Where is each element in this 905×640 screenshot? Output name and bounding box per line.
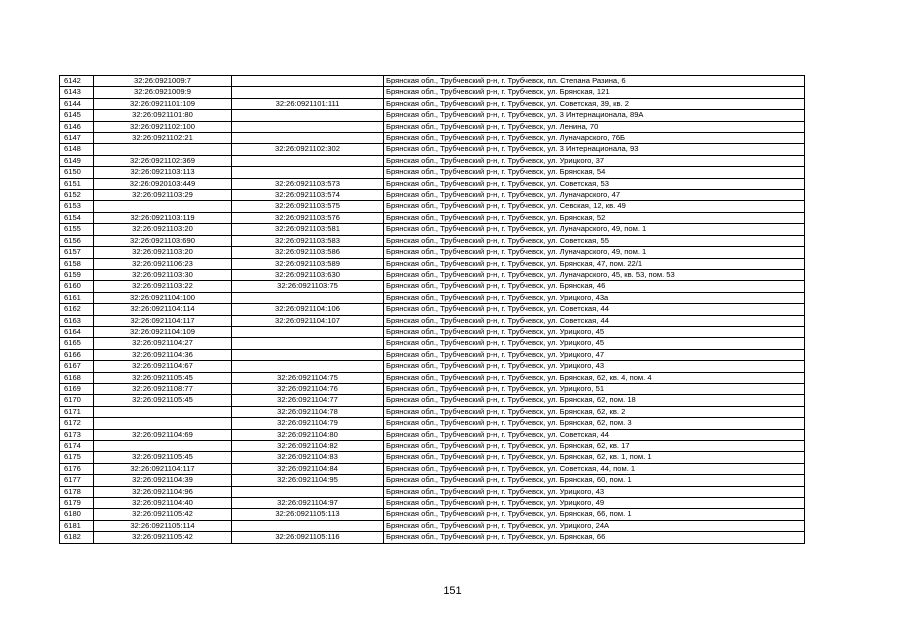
table-row (60, 475, 805, 486)
cadastral-number-cell: 32:26:0921104:109 (94, 326, 232, 337)
related-cadastral-number-cell: 32:26:0921103:630 (232, 269, 384, 280)
table-row (60, 338, 805, 349)
row-number-cell: 6166 (60, 349, 94, 360)
address-cell: Брянская обл., Трубчевский р-н, г. Трубчевск, ул. Севская, 12, кв. 49 (384, 201, 805, 212)
row-number-cell: 6180 (60, 509, 94, 520)
address-cell: Брянская обл., Трубчевский р-н, г. Трубчевск, ул. Урицкого, 43 (384, 361, 805, 372)
cadastral-number-cell: 32:26:0921009:7 (94, 76, 232, 87)
table-row (60, 269, 805, 280)
address-cell: Брянская обл., Трубчевский р-н, г. Трубчевск, пл. Степана Разина, 6 (384, 76, 805, 87)
cadastral-number-cell: 32:26:0921104:100 (94, 292, 232, 303)
related-cadastral-number-cell: 32:26:0921103:576 (232, 212, 384, 223)
cadastral-number-cell (94, 406, 232, 417)
cadastral-number-cell: 32:26:0921104:40 (94, 498, 232, 509)
table-row (60, 155, 805, 166)
address-cell: Брянская обл., Трубчевский р-н, г. Трубчевск, ул. 3 Интернационала, 93 (384, 144, 805, 155)
related-cadastral-number-cell: 32:26:0921104:84 (232, 463, 384, 474)
row-number-cell: 6173 (60, 429, 94, 440)
table-row (60, 133, 805, 144)
cadastral-number-cell (94, 201, 232, 212)
cadastral-number-cell: 32:26:0921101:109 (94, 98, 232, 109)
row-number-cell: 6175 (60, 452, 94, 463)
row-number-cell: 6153 (60, 201, 94, 212)
related-cadastral-number-cell: 32:26:0921104:107 (232, 315, 384, 326)
address-cell: Брянская обл., Трубчевский р-н, г. Трубчевск, ул. Брянская, 46 (384, 281, 805, 292)
related-cadastral-number-cell: 32:26:0921104:78 (232, 406, 384, 417)
row-number-cell: 6165 (60, 338, 94, 349)
cadastral-number-cell (94, 441, 232, 452)
table-row (60, 349, 805, 360)
address-cell: Брянская обл., Трубчевский р-н, г. Трубчевск, ул. Урицкого, 49 (384, 498, 805, 509)
cadastral-number-cell: 32:26:0921105:114 (94, 520, 232, 531)
table-row (60, 258, 805, 269)
row-number-cell: 6172 (60, 418, 94, 429)
table-row (60, 372, 805, 383)
row-number-cell: 6156 (60, 235, 94, 246)
table-row (60, 532, 805, 543)
address-cell: Брянская обл., Трубчевский р-н, г. Трубчевск, ул. Урицкого, 43а (384, 292, 805, 303)
cadastral-number-cell: 32:26:0921102:21 (94, 133, 232, 144)
cadastral-number-cell: 32:26:0921009:9 (94, 87, 232, 98)
address-cell: Брянская обл., Трубчевский р-н, г. Трубчевск, ул. Урицкого, 45 (384, 338, 805, 349)
address-cell: Брянская обл., Трубчевский р-н, г. Трубчевск, ул. Брянская, 62, пом. 3 (384, 418, 805, 429)
table-row (60, 486, 805, 497)
row-number-cell: 6167 (60, 361, 94, 372)
related-cadastral-number-cell (232, 87, 384, 98)
address-cell: Брянская обл., Трубчевский р-н, г. Трубчевск, ул. Урицкого, 24А (384, 520, 805, 531)
cadastral-number-cell: 32:26:0921102:369 (94, 155, 232, 166)
cadastral-number-cell: 32:26:0921105:42 (94, 509, 232, 520)
row-number-cell: 6144 (60, 98, 94, 109)
cadastral-number-cell: 32:26:0921104:36 (94, 349, 232, 360)
table-row (60, 509, 805, 520)
row-number-cell: 6178 (60, 486, 94, 497)
table-row (60, 247, 805, 258)
cadastral-number-cell: 32:26:0921104:27 (94, 338, 232, 349)
related-cadastral-number-cell (232, 155, 384, 166)
row-number-cell: 6142 (60, 76, 94, 87)
cadastral-number-cell: 32:26:0921105:45 (94, 372, 232, 383)
cadastral-number-cell: 32:26:0921105:45 (94, 452, 232, 463)
cadastral-number-cell: 32:26:0921106:23 (94, 258, 232, 269)
row-number-cell: 6176 (60, 463, 94, 474)
address-cell: Брянская обл., Трубчевский р-н, г. Трубчевск, ул. Брянская, 62, пом. 18 (384, 395, 805, 406)
cadastral-number-cell: 32:26:0921104:117 (94, 463, 232, 474)
row-number-cell: 6143 (60, 87, 94, 98)
row-number-cell: 6160 (60, 281, 94, 292)
related-cadastral-number-cell: 32:26:0921103:589 (232, 258, 384, 269)
related-cadastral-number-cell: 32:26:0921104:82 (232, 441, 384, 452)
related-cadastral-number-cell (232, 520, 384, 531)
table-row (60, 224, 805, 235)
address-cell: Брянская обл., Трубчевский р-н, г. Трубчевск, ул. Советская, 44 (384, 429, 805, 440)
related-cadastral-number-cell: 32:26:0921103:574 (232, 190, 384, 201)
row-number-cell: 6150 (60, 167, 94, 178)
related-cadastral-number-cell: 32:26:0921104:80 (232, 429, 384, 440)
address-cell: Брянская обл., Трубчевский р-н, г. Трубчевск, ул. Советская, 53 (384, 178, 805, 189)
table-row (60, 292, 805, 303)
row-number-cell: 6155 (60, 224, 94, 235)
cadastral-number-cell: 32:26:0921108:77 (94, 383, 232, 394)
cadastral-number-cell: 32:26:0921101:80 (94, 110, 232, 121)
table-row (60, 326, 805, 337)
related-cadastral-number-cell: 32:26:0921103:581 (232, 224, 384, 235)
related-cadastral-number-cell: 32:26:0921104:77 (232, 395, 384, 406)
table-row (60, 418, 805, 429)
table-row (60, 498, 805, 509)
address-cell: Брянская обл., Трубчевский р-н, г. Трубчевск, ул. Советская, 44 (384, 304, 805, 315)
address-cell: Брянская обл., Трубчевский р-н, г. Трубчевск, ул. Урицкого, 51 (384, 383, 805, 394)
cadastral-number-cell: 32:26:0921103:29 (94, 190, 232, 201)
table-row (60, 235, 805, 246)
page-number: 151 (443, 585, 462, 597)
address-cell: Брянская обл., Трубчевский р-н, г. Трубчевск, ул. Советская, 55 (384, 235, 805, 246)
table-row (60, 281, 805, 292)
cadastral-number-cell: 32:26:0921104:114 (94, 304, 232, 315)
related-cadastral-number-cell: 32:26:0921104:106 (232, 304, 384, 315)
cadastral-table (59, 75, 805, 544)
related-cadastral-number-cell: 32:26:0921102:302 (232, 144, 384, 155)
cadastral-number-cell: 32:26:0921103:690 (94, 235, 232, 246)
table-row (60, 441, 805, 452)
related-cadastral-number-cell: 32:26:0921104:95 (232, 475, 384, 486)
address-cell: Брянская обл., Трубчевский р-н, г. Трубчевск, ул. Луначарского, 47 (384, 190, 805, 201)
address-cell: Брянская обл., Трубчевский р-н, г. Трубчевск, ул. Урицкого, 43 (384, 486, 805, 497)
cadastral-number-cell: 32:26:0921105:45 (94, 395, 232, 406)
address-cell: Брянская обл., Трубчевский р-н, г. Трубчевск, ул. Урицкого, 37 (384, 155, 805, 166)
row-number-cell: 6163 (60, 315, 94, 326)
related-cadastral-number-cell (232, 167, 384, 178)
table-row (60, 383, 805, 394)
cadastral-number-cell: 32:26:0921104:117 (94, 315, 232, 326)
row-number-cell: 6146 (60, 121, 94, 132)
related-cadastral-number-cell: 32:26:0921104:75 (232, 372, 384, 383)
table-row (60, 76, 805, 87)
table-row (60, 212, 805, 223)
address-cell: Брянская обл., Трубчевский р-н, г. Трубчевск, ул. Брянская, 66 (384, 532, 805, 543)
related-cadastral-number-cell: 32:26:0921101:111 (232, 98, 384, 109)
row-number-cell: 6154 (60, 212, 94, 223)
table-row (60, 167, 805, 178)
address-cell: Брянская обл., Трубчевский р-н, г. Трубчевск, ул. Брянская, 62, кв. 17 (384, 441, 805, 452)
address-cell: Брянская обл., Трубчевский р-н, г. Трубчевск, ул. Брянская, 54 (384, 167, 805, 178)
address-cell: Брянская обл., Трубчевский р-н, г. Трубчевск, ул. Брянская, 47, пом. 22/1 (384, 258, 805, 269)
table-row (60, 429, 805, 440)
related-cadastral-number-cell (232, 133, 384, 144)
address-cell: Брянская обл., Трубчевский р-н, г. Трубчевск, ул. Брянская, 60, пом. 1 (384, 475, 805, 486)
table-row (60, 520, 805, 531)
address-cell: Брянская обл., Трубчевский р-н, г. Трубчевск, ул. Луначарского, 45, кв. 53, пом. 53 (384, 269, 805, 280)
related-cadastral-number-cell (232, 349, 384, 360)
table-row (60, 121, 805, 132)
row-number-cell: 6169 (60, 383, 94, 394)
table-row (60, 144, 805, 155)
related-cadastral-number-cell (232, 361, 384, 372)
related-cadastral-number-cell (232, 486, 384, 497)
related-cadastral-number-cell: 32:26:0921103:75 (232, 281, 384, 292)
address-cell: Брянская обл., Трубчевский р-н, г. Трубчевск, ул. Советская, 44 (384, 315, 805, 326)
address-cell: Брянская обл., Трубчевский р-н, г. Трубчевск, ул. Советская, 39, кв. 2 (384, 98, 805, 109)
related-cadastral-number-cell: 32:26:0921104:97 (232, 498, 384, 509)
related-cadastral-number-cell (232, 110, 384, 121)
related-cadastral-number-cell (232, 292, 384, 303)
row-number-cell: 6182 (60, 532, 94, 543)
cadastral-number-cell: 32:26:0921103:119 (94, 212, 232, 223)
cadastral-number-cell: 32:26:0921104:39 (94, 475, 232, 486)
related-cadastral-number-cell: 32:26:0921103:583 (232, 235, 384, 246)
related-cadastral-number-cell: 32:26:0921104:79 (232, 418, 384, 429)
related-cadastral-number-cell: 32:26:0921105:113 (232, 509, 384, 520)
address-cell: Брянская обл., Трубчевский р-н, г. Трубчевск, ул. Урицкого, 47 (384, 349, 805, 360)
related-cadastral-number-cell: 32:26:0921104:76 (232, 383, 384, 394)
cadastral-number-cell (94, 418, 232, 429)
related-cadastral-number-cell: 32:26:0921104:83 (232, 452, 384, 463)
address-cell: Брянская обл., Трубчевский р-н, г. Трубчевск, ул. Луначарского, 49, пом. 1 (384, 247, 805, 258)
row-number-cell: 6168 (60, 372, 94, 383)
address-cell: Брянская обл., Трубчевский р-н, г. Трубчевск, ул. Брянская, 62, кв. 2 (384, 406, 805, 417)
table-row (60, 98, 805, 109)
related-cadastral-number-cell (232, 338, 384, 349)
table-row (60, 452, 805, 463)
related-cadastral-number-cell: 32:26:0921103:586 (232, 247, 384, 258)
row-number-cell: 6147 (60, 133, 94, 144)
address-cell: Брянская обл., Трубчевский р-н, г. Трубчевск, ул. Урицкого, 45 (384, 326, 805, 337)
cadastral-number-cell: 32:26:0920103:449 (94, 178, 232, 189)
row-number-cell: 6151 (60, 178, 94, 189)
row-number-cell: 6171 (60, 406, 94, 417)
row-number-cell: 6177 (60, 475, 94, 486)
related-cadastral-number-cell: 32:26:0921105:116 (232, 532, 384, 543)
cadastral-number-cell: 32:26:0921103:22 (94, 281, 232, 292)
cadastral-number-cell: 32:26:0921105:42 (94, 532, 232, 543)
related-cadastral-number-cell (232, 326, 384, 337)
address-cell: Брянская обл., Трубчевский р-н, г. Трубчевск, ул. Луначарского, 76Б (384, 133, 805, 144)
related-cadastral-number-cell: 32:26:0921103:575 (232, 201, 384, 212)
table-row (60, 201, 805, 212)
row-number-cell: 6157 (60, 247, 94, 258)
row-number-cell: 6162 (60, 304, 94, 315)
related-cadastral-number-cell (232, 121, 384, 132)
table-row (60, 178, 805, 189)
row-number-cell: 6152 (60, 190, 94, 201)
cadastral-number-cell: 32:26:0921103:30 (94, 269, 232, 280)
address-cell: Брянская обл., Трубчевский р-н, г. Трубчевск, ул. 3 Интернационала, 89А (384, 110, 805, 121)
cadastral-number-cell: 32:26:0921103:20 (94, 224, 232, 235)
table-row (60, 361, 805, 372)
cadastral-number-cell: 32:26:0921102:100 (94, 121, 232, 132)
row-number-cell: 6164 (60, 326, 94, 337)
table-row (60, 315, 805, 326)
address-cell: Брянская обл., Трубчевский р-н, г. Трубчевск, ул. Брянская, 62, кв. 4, пом. 4 (384, 372, 805, 383)
table-row (60, 87, 805, 98)
cadastral-number-cell: 32:26:0921104:69 (94, 429, 232, 440)
table-row (60, 190, 805, 201)
related-cadastral-number-cell (232, 76, 384, 87)
table-row (60, 110, 805, 121)
address-cell: Брянская обл., Трубчевский р-н, г. Трубчевск, ул. Брянская, 62, кв. 1, пом. 1 (384, 452, 805, 463)
row-number-cell: 6149 (60, 155, 94, 166)
row-number-cell: 6174 (60, 441, 94, 452)
cadastral-number-cell: 32:26:0921103:113 (94, 167, 232, 178)
row-number-cell: 6179 (60, 498, 94, 509)
address-cell: Брянская обл., Трубчевский р-н, г. Трубчевск, ул. Брянская, 52 (384, 212, 805, 223)
row-number-cell: 6145 (60, 110, 94, 121)
row-number-cell: 6170 (60, 395, 94, 406)
table-body (60, 76, 805, 544)
cadastral-number-cell: 32:26:0921104:96 (94, 486, 232, 497)
table-row (60, 463, 805, 474)
cadastral-number-cell: 32:26:0921103:20 (94, 247, 232, 258)
table-row (60, 406, 805, 417)
address-cell: Брянская обл., Трубчевский р-н, г. Трубчевск, ул. Советская, 44, пом. 1 (384, 463, 805, 474)
row-number-cell: 6158 (60, 258, 94, 269)
cadastral-number-cell: 32:26:0921104:67 (94, 361, 232, 372)
table-row (60, 304, 805, 315)
address-cell: Брянская обл., Трубчевский р-н, г. Трубчевск, ул. Ленина, 70 (384, 121, 805, 132)
related-cadastral-number-cell: 32:26:0921103:573 (232, 178, 384, 189)
address-cell: Брянская обл., Трубчевский р-н, г. Трубчевск, ул. Брянская, 66, пом. 1 (384, 509, 805, 520)
row-number-cell: 6148 (60, 144, 94, 155)
row-number-cell: 6159 (60, 269, 94, 280)
row-number-cell: 6161 (60, 292, 94, 303)
cadastral-number-cell (94, 144, 232, 155)
table-row (60, 395, 805, 406)
address-cell: Брянская обл., Трубчевский р-н, г. Трубчевск, ул. Луначарского, 49, пом. 1 (384, 224, 805, 235)
row-number-cell: 6181 (60, 520, 94, 531)
address-cell: Брянская обл., Трубчевский р-н, г. Трубчевск, ул. Брянская, 121 (384, 87, 805, 98)
